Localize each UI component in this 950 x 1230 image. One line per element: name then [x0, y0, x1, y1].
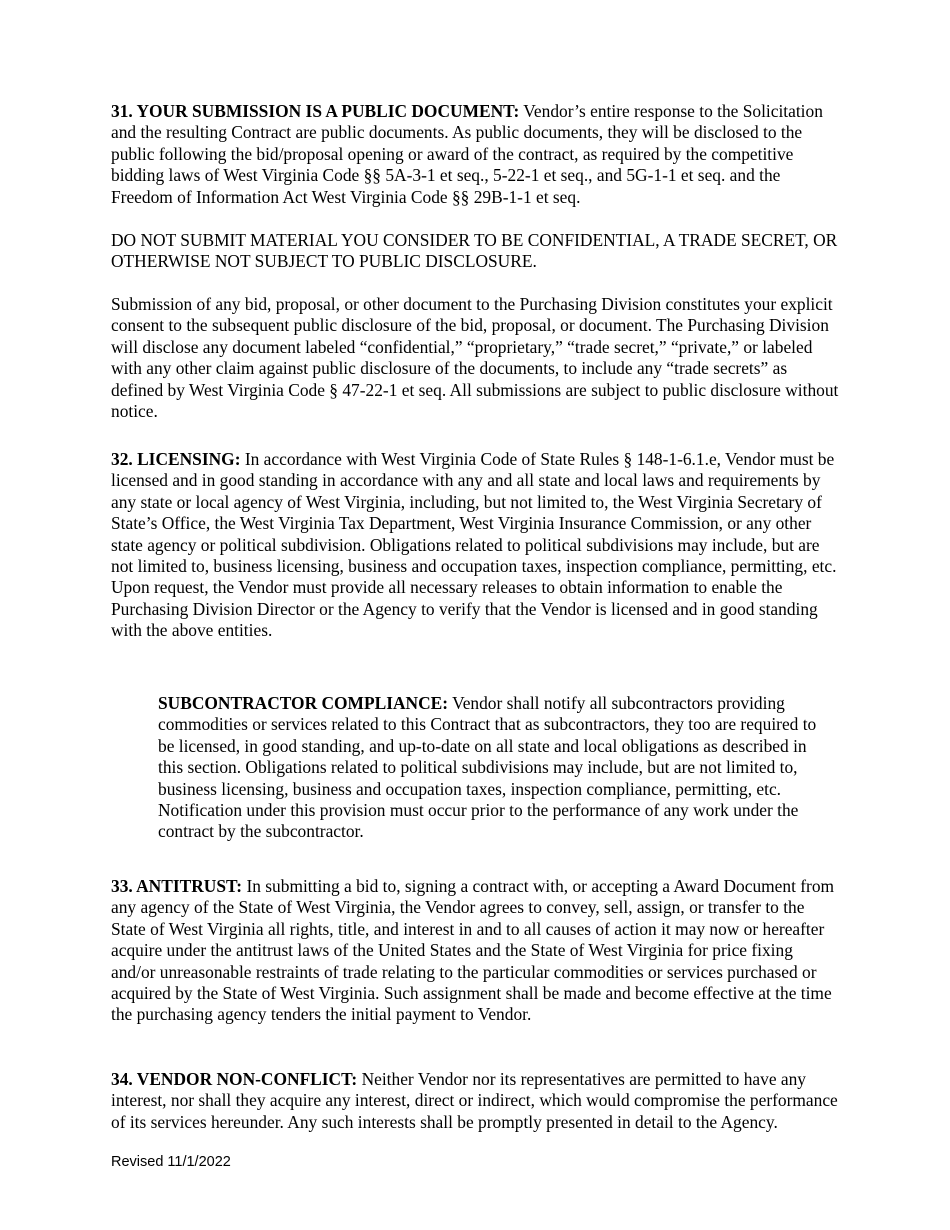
section-31-paragraph — [111, 101, 839, 208]
section-34-text: Neither Vendor nor its representatives are permitted to have any interest, nor shall they acquire any interest, direct or indirect, which would compromise the performance of its services hereunder. Any such interests shall be promptly presented in detail to the Agency. — [111, 1069, 838, 1132]
subcontractor-compliance-text: Vendor shall notify all subcontractors providing commodities or services related to this Contract that as subcontractors, they too are required to be licensed, in good standing, and up-to-date on all state and local obligations as described in this section. Obligations related to political subdivisions may include, but are not limited to, business licensing, business and occupation taxes, inspection compliance, permitting, etc. Notification under this provision must occur prior to the performance of any work under the contract by the subcontractor. — [158, 693, 817, 842]
section-32-heading: 32. LICENSING: — [111, 449, 241, 469]
section-31-notice: DO NOT SUBMIT MATERIAL YOU CONSIDER TO BE CONFIDENTIAL, A TRADE SECRET, OR OTHERWISE NOT SUBJECT TO PUBLIC DISCLOSURE. — [111, 230, 838, 272]
section-34-heading: 34. VENDOR NON-CONFLICT: — [111, 1069, 358, 1089]
subcontractor-compliance-paragraph — [158, 693, 826, 843]
section-31-heading: 31. YOUR SUBMISSION IS A PUBLIC DOCUMENT: — [111, 101, 520, 121]
section-33-paragraph — [111, 876, 839, 1026]
section-31-text: Vendor’s entire response to the Solicitation and the resulting Contract are public documents. As public documents, they will be disclosed to the public following the bid/proposal opening or award of the contract, as required by the competitive bidding laws of West Virginia Code §§ 5A-3-1 et seq., 5-22-1 et seq., and 5G-1-1 et seq. and the Freedom of Information Act West Virginia Code §§ 29B-1-1 et seq. — [111, 101, 823, 207]
section-34-paragraph — [111, 1069, 839, 1133]
section-32-text: In accordance with West Virginia Code of State Rules § 148-1-6.1.e, Vendor must be licensed and in good standing in accordance with any and all state and local laws and requirements by any state or local agency of West Virginia, including, but not limited to, the West Virginia Secretary of State’s Office, the West Virginia Tax Department, West Virginia Insurance Commission, or any other state agency or political subdivision. Obligations related to political subdivisions may include, but are not limited to, business licensing, business and occupation taxes, inspection compliance, permitting, etc. Upon request, the Vendor must provide all necessary releases to obtain information to enable the Purchasing Division Director or the Agency to verify that the Vendor is licensed and in good standing with the above entities. — [111, 449, 837, 641]
subcontractor-compliance-heading: SUBCONTRACTOR COMPLIANCE: — [158, 693, 449, 713]
section-33-text: In submitting a bid to, signing a contract with, or accepting a Award Document from any agency of the State of West Virginia, the Vendor agrees to convey, sell, assign, or transfer to the State of West Virginia all rights, title, and interest in and to all causes of action it may now or hereafter acquire under the antitrust laws of the United States and the State of West Virginia for price fixing and/or unreasonable restraints of trade relating to the particular commodities or services purchased or acquired by the State of West Virginia. Such assignment shall be made and become effective at the time the purchasing agency tenders the initial payment to Vendor. — [111, 876, 835, 1025]
revision-footer: Revised 11/1/2022 — [111, 1154, 231, 1170]
section-33-heading: 33. ANTITRUST: — [111, 876, 243, 896]
section-32-paragraph — [111, 449, 839, 642]
section-31-consent: Submission of any bid, proposal, or other document to the Purchasing Division constitutes your explicit consent to the subsequent public disclosure of the bid, proposal, or document. The Purchasing Division will disclose any document labeled “confidential,” “proprietary,” “trade secret,” “private,” or labeled with any other claim against public disclosure of the documents, to include any “trade secrets” as defined by West Virginia Code § 47-22-1 et seq. All submissions are subject to public disclosure without notice. — [111, 294, 839, 422]
